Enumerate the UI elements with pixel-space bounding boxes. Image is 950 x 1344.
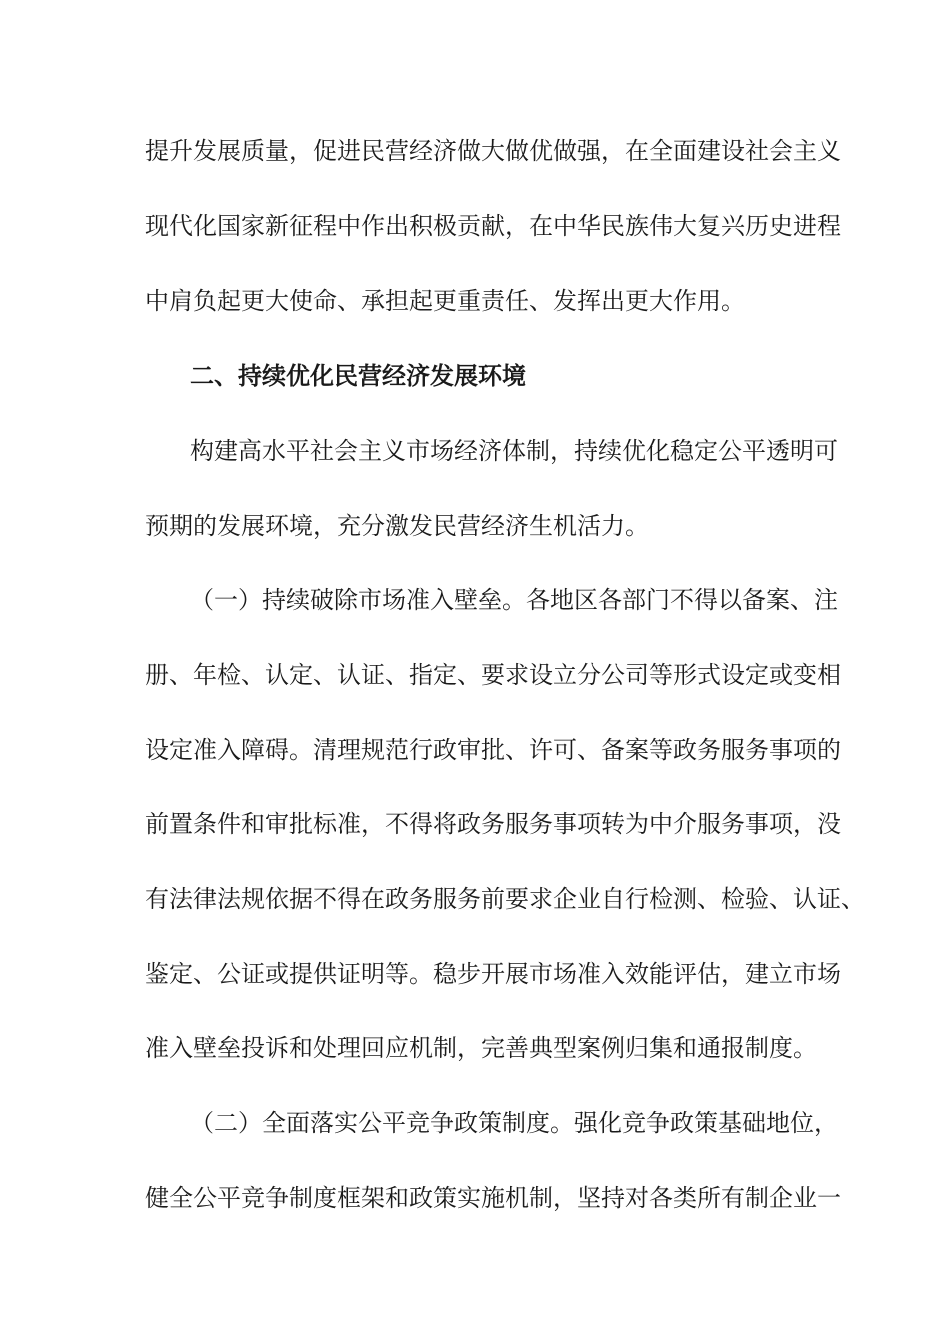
paragraph-line: 有法律法规依据不得在政务服务前要求企业自行检测、检验、认证、 bbox=[145, 885, 865, 913]
paragraph-line: 现代化国家新征程中作出积极贡献，在中华民族伟大复兴历史进程 bbox=[145, 212, 841, 240]
subsection-line: （一）持续破除市场准入壁垒。各地区各部门不得以备案、注 bbox=[190, 586, 838, 614]
paragraph-line: 前置条件和审批标准，不得将政务服务事项转为中介服务事项，没 bbox=[145, 810, 841, 838]
paragraph-line: 提升发展质量，促进民营经济做大做优做强，在全面建设社会主义 bbox=[145, 137, 841, 165]
paragraph-line: 鉴定、公证或提供证明等。稳步开展市场准入效能评估，建立市场 bbox=[145, 960, 841, 988]
paragraph-line: 中肩负起更大使命、承担起更重责任、发挥出更大作用。 bbox=[145, 287, 745, 315]
subsection-line: （二）全面落实公平竞争政策制度。强化竞争政策基础地位， bbox=[190, 1109, 838, 1137]
paragraph-line: 预期的发展环境，充分激发民营经济生机活力。 bbox=[145, 512, 649, 540]
paragraph-line: 健全公平竞争制度框架和政策实施机制，坚持对各类所有制企业一 bbox=[145, 1184, 841, 1212]
paragraph-line: 设定准入障碍。清理规范行政审批、许可、备案等政务服务事项的 bbox=[145, 736, 841, 764]
section-heading: 二、持续优化民营经济发展环境 bbox=[190, 362, 526, 390]
paragraph-line: 准入壁垒投诉和处理回应机制，完善典型案例归集和通报制度。 bbox=[145, 1034, 817, 1062]
paragraph-line: 册、年检、认定、认证、指定、要求设立分公司等形式设定或变相 bbox=[145, 661, 841, 689]
paragraph-line: 构建高水平社会主义市场经济体制，持续优化稳定公平透明可 bbox=[190, 437, 838, 465]
